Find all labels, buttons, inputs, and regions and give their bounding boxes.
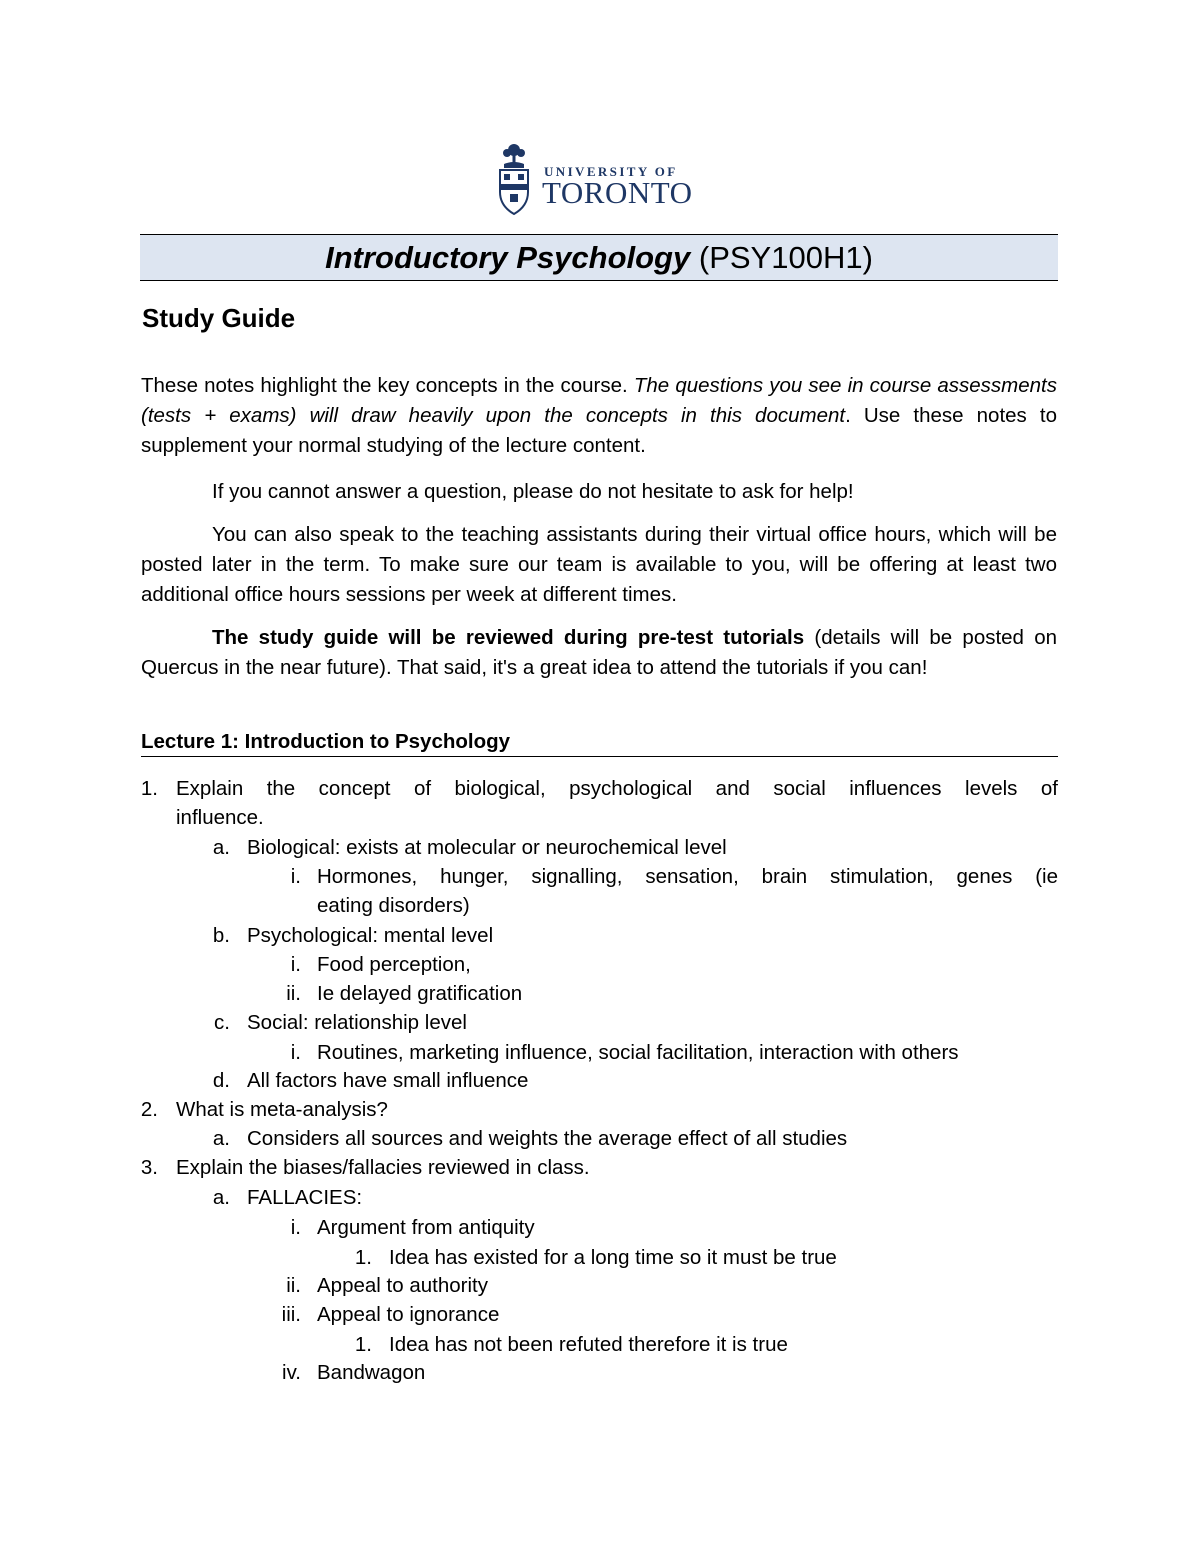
course-title <box>140 234 1058 281</box>
list-item-label: 1. <box>354 1246 372 1269</box>
tutorials-rest: (details will be posted on Quercus in the near future). That said, it's a great idea to attend the tutorials if you can! <box>141 626 1057 679</box>
list-item-label: c. <box>214 1011 230 1034</box>
list-item-text-continued: eating disorders) <box>317 894 470 917</box>
list-item-text: Social: relationship level <box>247 1011 467 1034</box>
list-item-text: Bandwagon <box>317 1361 426 1384</box>
list-item-text: Biological: exists at molecular or neurochemical level <box>247 836 727 859</box>
list-item-label: ii. <box>286 1274 301 1297</box>
list-item-label: iii. <box>281 1303 301 1326</box>
office-hours-paragraph: You can also speak to the teaching assistants during their virtual office hours, which will be posted later in the term. To make sure our team is available to you, will be offering at least two additional office hours sessions per week at different times. <box>141 523 1057 606</box>
intro-text: These notes highlight the key concepts in the course. <box>141 374 634 397</box>
list-item-label: a. <box>212 1127 230 1150</box>
logo-text-toronto: TORONTO <box>542 175 693 210</box>
list-item-text: Appeal to authority <box>317 1274 488 1297</box>
list-item-label: 2. <box>140 1098 158 1121</box>
list-item-text-continued: influence. <box>176 806 264 829</box>
course-name: Introductory Psychology <box>325 240 691 275</box>
course-code: (PSY100H1) <box>698 240 873 275</box>
help-paragraph: If you cannot answer a question, please do not hesitate to ask for help! <box>212 480 854 503</box>
list-item-text: Explain the biases/fallacies reviewed in class. <box>176 1156 590 1179</box>
page-title: Study Guide <box>142 303 296 333</box>
tutorials-bold: The study guide will be reviewed during pre-test tutorials <box>212 626 805 649</box>
logo-text-university-of: UNIVERSITY OF <box>544 164 678 179</box>
tutorials-paragraph <box>141 623 1057 683</box>
list-item-label: 3. <box>140 1156 158 1179</box>
list-item-text: Hormones, hunger, signalling, sensation, brain stimulation, genes (ie <box>317 865 1058 888</box>
list-item-text: All factors have small influence <box>247 1069 529 1092</box>
list-item-text: Explain the concept of biological, psychological and social influences levels of <box>176 777 1058 800</box>
list-item-text: Considers all sources and weights the average effect of all studies <box>247 1127 848 1150</box>
list-item-text: Idea has not been refuted therefore it is true <box>389 1333 788 1356</box>
university-logo <box>494 140 706 218</box>
list-item-label: ii. <box>286 982 301 1005</box>
list-item-label: i. <box>290 953 301 976</box>
list-item-label: iv. <box>282 1361 301 1384</box>
list-item-text: Psychological: mental level <box>247 924 494 947</box>
list-item-text: Argument from antiquity <box>317 1216 535 1239</box>
list-item-text: Ie delayed gratification <box>317 982 523 1005</box>
list-item-label: d. <box>212 1069 230 1092</box>
list-item-text: Appeal to ignorance <box>317 1303 500 1326</box>
list-item-text: Routines, marketing influence, social facilitation, interaction with others <box>317 1041 959 1064</box>
list-item-label: a. <box>212 1186 230 1209</box>
list-item-label: a. <box>212 836 230 859</box>
list-item-label: i. <box>290 1216 301 1239</box>
lecture-1-heading: Lecture 1: Introduction to Psychology <box>141 728 1058 757</box>
intro-text-end: . Use these notes to supplement your normal studying of the lecture content. <box>141 404 1057 457</box>
intro-emphasis: The questions you see in course assessments (tests + exams) will draw heavily upon the concepts in this document <box>141 374 1057 427</box>
list-item-text: FALLACIES: <box>247 1186 363 1209</box>
list-item-label: 1. <box>140 777 158 800</box>
list-item-label: b. <box>212 924 230 947</box>
intro-paragraph <box>141 371 1057 461</box>
list-item-label: i. <box>290 865 301 888</box>
list-item-label: i. <box>290 1041 301 1064</box>
list-item-text: Idea has existed for a long time so it must be true <box>389 1246 837 1269</box>
list-item-text: Food perception, <box>317 953 471 976</box>
crest-icon <box>494 140 534 218</box>
list-item-text: What is meta-analysis? <box>176 1098 388 1121</box>
list-item-label: 1. <box>354 1333 372 1356</box>
